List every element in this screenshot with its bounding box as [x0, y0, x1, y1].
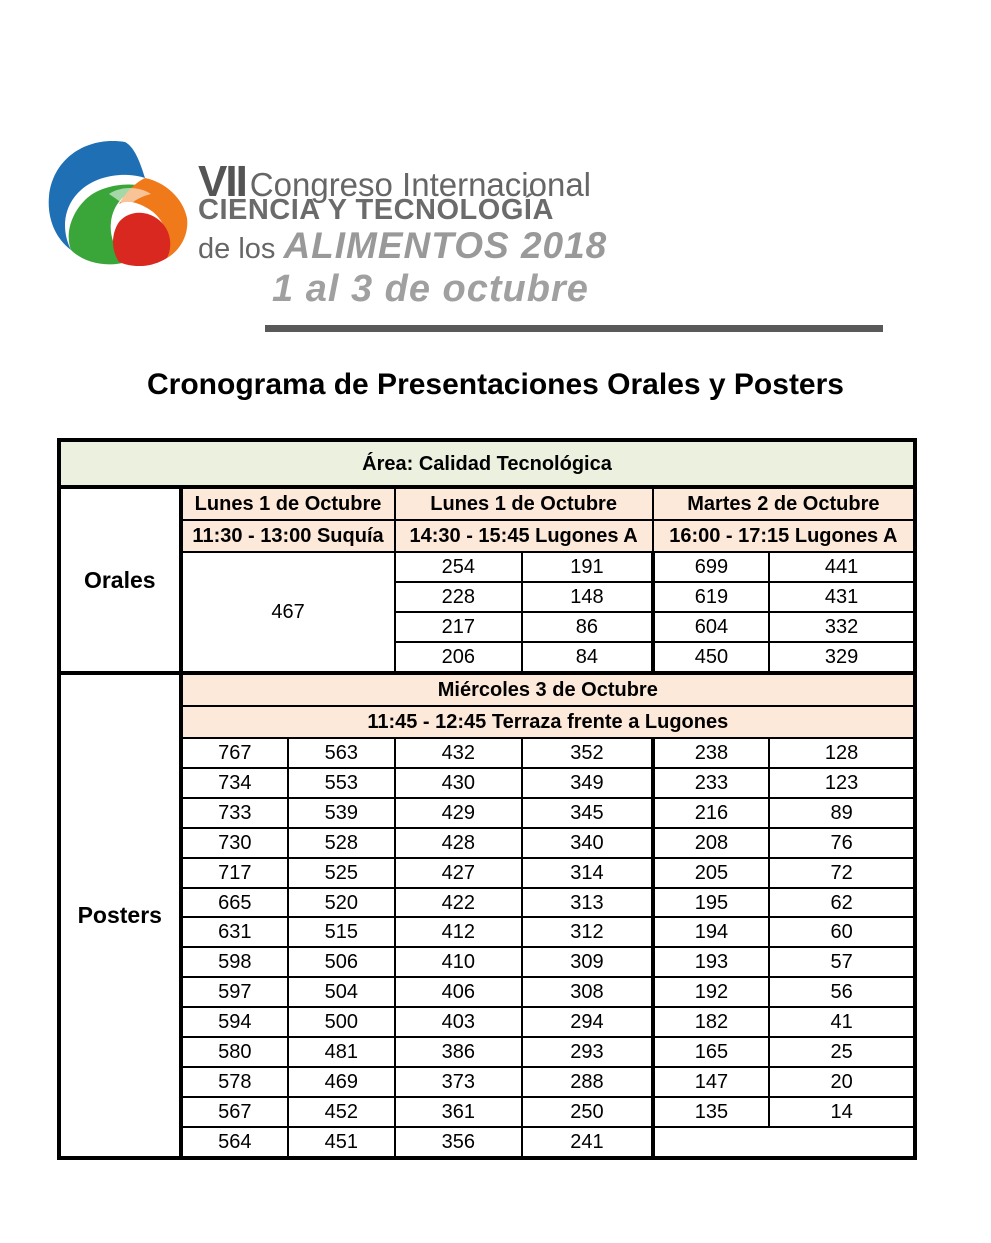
posters-label: Posters [59, 673, 181, 1158]
table-cell: 288 [522, 1067, 653, 1097]
logo-line3-big: ALIMENTOS 2018 [283, 225, 608, 266]
logo-line2-text: CIENCIA Y TECNOLOGÍA [198, 194, 554, 226]
table-cell: 135 [653, 1097, 770, 1127]
congress-logo-icon [47, 138, 189, 266]
table-cell: 441 [769, 552, 915, 582]
table-cell: 216 [653, 798, 770, 828]
table-cell: 86 [522, 612, 653, 642]
table-cell: 412 [395, 917, 523, 947]
table-cell: 361 [395, 1097, 523, 1127]
logo-line3-small: de los [198, 233, 276, 265]
posters-time-row [59, 706, 915, 738]
page-title: Cronograma de Presentaciones Orales y Posters [147, 368, 844, 401]
table-cell: 72 [769, 858, 915, 888]
table-cell: 165 [653, 1037, 770, 1067]
table-row [59, 947, 915, 977]
table-cell: 567 [181, 1097, 288, 1127]
posters-time: 11:45 - 12:45 Terraza frente a Lugones [181, 706, 915, 738]
table-cell: 450 [653, 642, 770, 673]
table-cell: 699 [653, 552, 770, 582]
table-cell: 730 [181, 828, 288, 858]
table-cell: 250 [522, 1097, 653, 1127]
table-row [59, 768, 915, 798]
table-cell: 241 [522, 1127, 653, 1158]
table-cell: 191 [522, 552, 653, 582]
table-row [59, 858, 915, 888]
table-cell: 431 [769, 582, 915, 612]
table-cell: 205 [653, 858, 770, 888]
table-cell: 767 [181, 738, 288, 768]
logo-line1-text: Congreso Internacional [249, 166, 592, 203]
logo-line3 [198, 227, 607, 264]
table-cell: 206 [395, 642, 523, 673]
table-cell: 20 [769, 1067, 915, 1097]
logo-roman-numeral: VII [198, 157, 246, 206]
table-cell: 580 [181, 1037, 288, 1067]
table-cell: 254 [395, 552, 523, 582]
table-row [59, 1037, 915, 1067]
table-cell: 429 [395, 798, 523, 828]
table-row [59, 1067, 915, 1097]
table-cell: 432 [395, 738, 523, 768]
table-cell: 598 [181, 947, 288, 977]
table-cell: 410 [395, 947, 523, 977]
orales-day-row [59, 487, 915, 520]
table-cell: 60 [769, 917, 915, 947]
table-cell: 733 [181, 798, 288, 828]
orales-session2-day: Lunes 1 de Octubre [395, 487, 653, 520]
table-cell: 451 [288, 1127, 394, 1158]
table-cell: 56 [769, 977, 915, 1007]
table-cell: 525 [288, 858, 394, 888]
table-cell: 313 [522, 888, 653, 918]
table-cell: 208 [653, 828, 770, 858]
table-cell: 41 [769, 1007, 915, 1037]
orales-session1-time: 11:30 - 13:00 Suquía [181, 520, 395, 552]
table-row [59, 828, 915, 858]
table-cell: 308 [522, 977, 653, 1007]
table-cell: 356 [395, 1127, 523, 1158]
table-cell: 147 [653, 1067, 770, 1097]
table-cell: 294 [522, 1007, 653, 1037]
table-cell: 217 [395, 612, 523, 642]
table-cell: 228 [395, 582, 523, 612]
table-cell: 194 [653, 917, 770, 947]
table-cell: 352 [522, 738, 653, 768]
table-cell: 594 [181, 1007, 288, 1037]
posters-day-row [59, 673, 915, 706]
table-cell: 734 [181, 768, 288, 798]
table-row [59, 738, 915, 768]
empty-cell [653, 1127, 915, 1158]
table-cell: 195 [653, 888, 770, 918]
orales-label: Orales [59, 487, 181, 673]
table-cell: 89 [769, 798, 915, 828]
table-cell: 403 [395, 1007, 523, 1037]
area-title: Área: Calidad Tecnológica [59, 440, 915, 487]
table-cell: 539 [288, 798, 394, 828]
table-cell: 564 [181, 1127, 288, 1158]
table-cell: 128 [769, 738, 915, 768]
table-cell: 428 [395, 828, 523, 858]
table-row [59, 552, 915, 582]
table-cell: 314 [522, 858, 653, 888]
schedule-table [57, 438, 917, 1160]
table-cell: 469 [288, 1067, 394, 1097]
table-cell: 309 [522, 947, 653, 977]
table-row [59, 1097, 915, 1127]
table-cell: 349 [522, 768, 653, 798]
table-cell: 553 [288, 768, 394, 798]
table-cell: 373 [395, 1067, 523, 1097]
table-cell: 563 [288, 738, 394, 768]
table-cell: 406 [395, 977, 523, 1007]
table-cell: 500 [288, 1007, 394, 1037]
table-cell: 84 [522, 642, 653, 673]
table-cell: 631 [181, 917, 288, 947]
table-row [59, 1127, 915, 1158]
table-cell: 238 [653, 738, 770, 768]
table-cell: 604 [653, 612, 770, 642]
table-cell: 62 [769, 888, 915, 918]
table-cell: 515 [288, 917, 394, 947]
table-row [59, 1007, 915, 1037]
table-cell: 520 [288, 888, 394, 918]
table-cell: 312 [522, 917, 653, 947]
table-cell: 14 [769, 1097, 915, 1127]
table-cell: 345 [522, 798, 653, 828]
orales-time-row [59, 520, 915, 552]
table-cell: 386 [395, 1037, 523, 1067]
table-cell: 148 [522, 582, 653, 612]
table-cell: 427 [395, 858, 523, 888]
table-cell: 452 [288, 1097, 394, 1127]
header-rule [265, 325, 883, 332]
table-cell: 665 [181, 888, 288, 918]
table-cell: 192 [653, 977, 770, 1007]
logo-dates: 1 al 3 de octubre [272, 268, 589, 310]
table-cell: 578 [181, 1067, 288, 1097]
orales-session1-day: Lunes 1 de Octubre [181, 487, 395, 520]
table-cell: 25 [769, 1037, 915, 1067]
table-row [59, 977, 915, 1007]
table-cell: 430 [395, 768, 523, 798]
table-cell: 76 [769, 828, 915, 858]
table-cell: 332 [769, 612, 915, 642]
table-row [59, 798, 915, 828]
table-cell: 123 [769, 768, 915, 798]
table-row [59, 888, 915, 918]
table-cell: 329 [769, 642, 915, 673]
table-cell: 506 [288, 947, 394, 977]
orales-session3-time: 16:00 - 17:15 Lugones A [653, 520, 915, 552]
table-cell: 597 [181, 977, 288, 1007]
orales-session2-time: 14:30 - 15:45 Lugones A [395, 520, 653, 552]
table-cell: 422 [395, 888, 523, 918]
table-cell: 57 [769, 947, 915, 977]
table-cell: 481 [288, 1037, 394, 1067]
table-cell: 619 [653, 582, 770, 612]
posters-day: Miércoles 3 de Octubre [181, 673, 915, 706]
table-cell: 504 [288, 977, 394, 1007]
table-cell: 293 [522, 1037, 653, 1067]
table-cell: 717 [181, 858, 288, 888]
table-row [59, 917, 915, 947]
area-row [59, 440, 915, 487]
orales-session3-day: Martes 2 de Octubre [653, 487, 915, 520]
orales-session1-value: 467 [181, 552, 395, 673]
table-cell: 340 [522, 828, 653, 858]
table-cell: 528 [288, 828, 394, 858]
table-cell: 233 [653, 768, 770, 798]
table-cell: 182 [653, 1007, 770, 1037]
table-cell: 193 [653, 947, 770, 977]
